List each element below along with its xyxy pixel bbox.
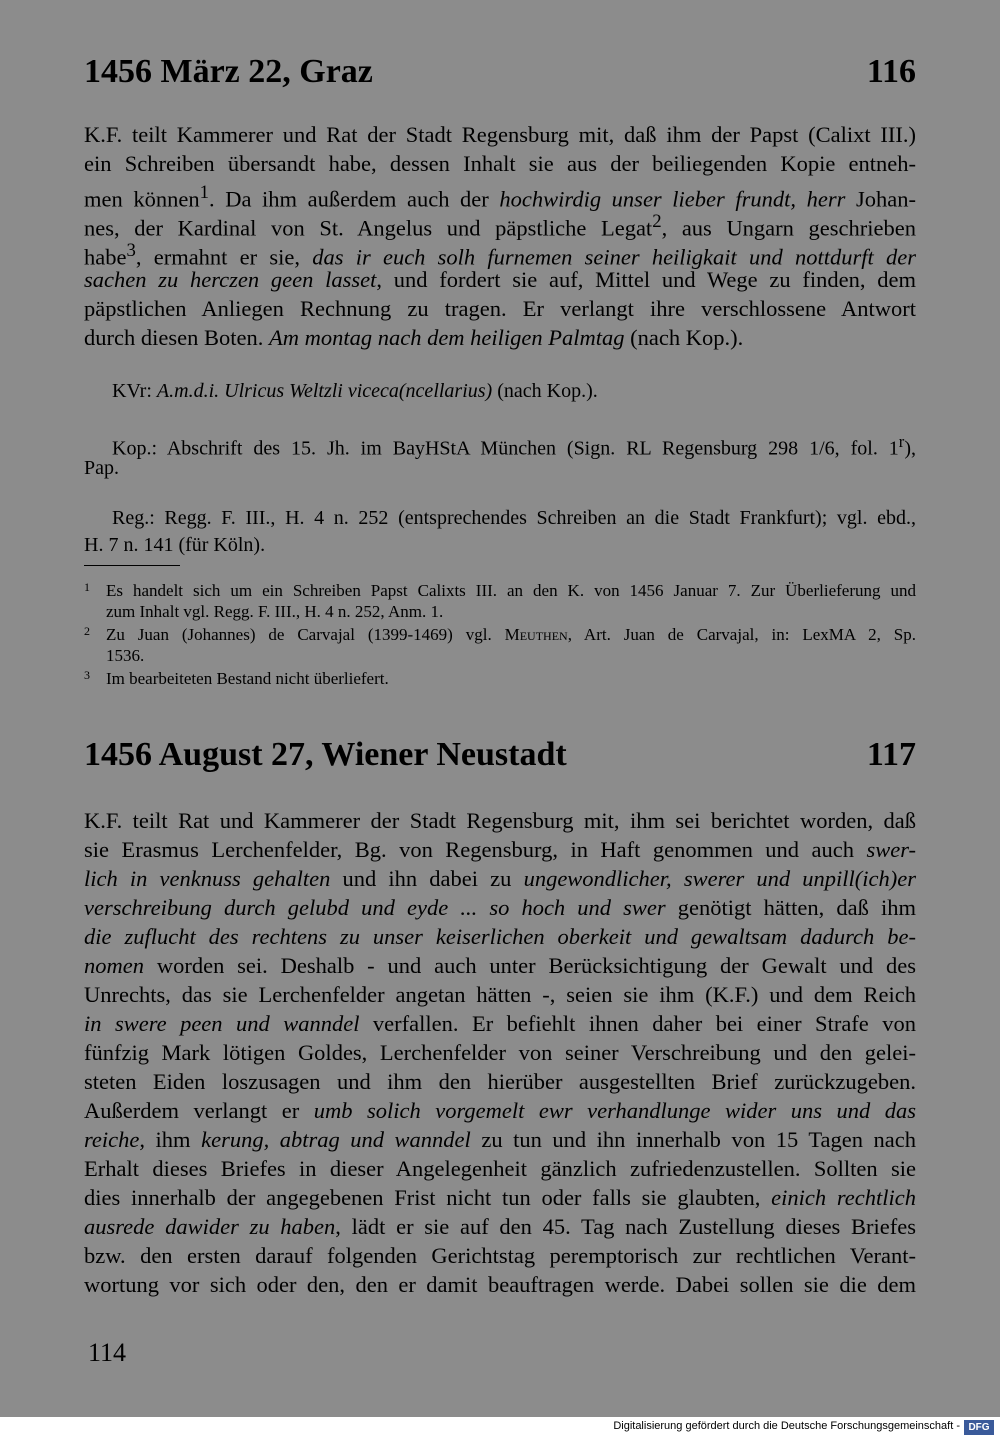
- footnote-mark: 1: [84, 580, 90, 594]
- entry-summary-117: [84, 806, 916, 1299]
- text-line: verschreibung durch gelubd und eyde ... so hoch und swer genötigt hätten, daß ihm: [84, 895, 916, 920]
- text-line: lich in venknuss gehalten und ihn dabei zu ungewondlicher, swerer und unpill(ich)er: [84, 866, 916, 891]
- quoted-text: sachen zu herczen geen lasset: [84, 267, 377, 292]
- text-line: nes, der Kardinal von St. Angelus und päpstliche Legat$^2$, aus Ungarn geschrieben: [84, 211, 916, 241]
- text-line: Außerdem verlangt er umb solich vorgemelt ewr verhandlunge wider uns und das: [84, 1098, 916, 1123]
- digitization-footer: [0, 1417, 1000, 1439]
- entry-date-place: 1456 März 22, Graz: [84, 53, 373, 90]
- entry-summary-116: [84, 120, 916, 352]
- text-line: nomen worden sei. Deshalb - und auch unter Berücksichtigung der Gewalt und des: [84, 953, 916, 978]
- kop-note: Kop.: Abschrift des 15. Jh. im BayHStA München (Sign. RL Regensburg 298 1/6, fol. 1$^r$), Pap.: [84, 432, 916, 479]
- entry-heading-116: [84, 52, 916, 100]
- funding-notice: Digitalisierung gefördert durch die Deutsche Forschungsgemeinschaft -: [613, 1420, 960, 1432]
- text-line: dies innerhalb der angegebenen Frist nicht tun oder falls sie glaubten, einich rechtlich: [84, 1185, 916, 1210]
- text-line: in swere peen und wanndel verfallen. Er befiehlt ihnen daher bei einer Strafe von: [84, 1011, 916, 1036]
- text-line: päpstlichen Anliegen Rechnung zu tragen. Er verlangt ihre verschlossene Antwort: [84, 296, 916, 321]
- text-line: habe$^3$, ermahnt er sie, das ir euch solh furnemen seiner heiligkait und nottdurft der: [84, 240, 916, 270]
- quoted-text: Am montag nach dem heiligen Palmtag: [268, 325, 625, 350]
- quoted-text: das ir euch solh furnemen seiner heiligkait und nottdurft der: [312, 244, 916, 270]
- text-line: K.F. teilt Rat und Kammerer der Stadt Regensburg mit, ihm sei berichtet worden, daß: [84, 808, 916, 833]
- text-line: ein Schreiben übersandt habe, dessen Inhalt sie aus der beiliegenden Kopie entneh-: [84, 151, 916, 176]
- entry-number: 117: [866, 736, 916, 773]
- text-line: Erhalt dieses Briefes in dieser Angelegenheit gänzlich zufriedenzustellen. Sollten sie: [84, 1156, 916, 1181]
- entry-number: 116: [866, 53, 916, 90]
- text-line: die zuflucht des rechtens zu unser keiserlichen oberkeit und gewaltsam dadurch be-: [84, 924, 916, 949]
- footnote-mark: 3: [84, 668, 90, 682]
- text-line: ausrede dawider zu haben, lädt er sie auf den 45. Tag nach Zustellung dieses Briefes: [84, 1214, 916, 1239]
- text-line: wortung vor sich oder den, den er damit beauftragen werde. Dabei sollen sie die dem: [84, 1272, 916, 1297]
- footnote-ref: 3: [126, 240, 136, 261]
- footnote-3: 3 Im bearbeiteten Bestand nicht überliefert.: [84, 668, 916, 689]
- footnote-2: 2 Zu Juan (Johannes) de Carvajal (1399-1469) vgl. Meuthen, Art. Juan de Carvajal, in: LexMA 2, Sp. 1536.: [84, 624, 916, 666]
- footnote-mark: 2: [84, 624, 90, 638]
- text-line: bzw. den ersten darauf folgenden Gerichtstag peremptorisch zur rechtlichen Verant-: [84, 1243, 916, 1268]
- quoted-text: hochwirdig unser lieber frundt, herr: [499, 186, 846, 212]
- text-line: Unrechts, das sie Lerchenfelder angetan hätten -, seien sie ihm (K.F.) und dem Reich: [84, 982, 916, 1007]
- footnote-1: 1 Es handelt sich um ein Schreiben Papst Calixts III. an den K. von 1456 Januar 7. Zur Überlieferung und zum Inhalt vgl. Regg. F. III., H. 4 n. 252, Anm. 1.: [84, 580, 916, 622]
- text-line: K.F. teilt Kammerer und Rat der Stadt Regensburg mit, daß ihm der Papst (Calixt III.): [84, 122, 916, 147]
- text-line: steten Eiden loszusagen und ihm den hierüber ausgestellten Brief zurückzugeben.: [84, 1069, 916, 1094]
- kvr-signatory: A.m.d.i. Ulricus Weltzli viceca(ncellarius): [156, 380, 493, 402]
- kvr-label: KVr:: [112, 380, 157, 402]
- entry-heading-117: [84, 735, 916, 783]
- footnote-ref: 2: [652, 211, 662, 232]
- dfg-logo: DFG: [964, 1420, 994, 1435]
- footnote-separator: [84, 565, 180, 566]
- text-line: sie Erasmus Lerchenfelder, Bg. von Regensburg, in Haft genommen und auch swer-: [84, 837, 916, 862]
- reg-note: Reg.: Regg. F. III., H. 4 n. 252 (entsprechendes Schreiben an die Stadt Frankfurt); vgl. ebd., H. 7 n. 141 (für Köln).: [84, 507, 916, 556]
- entry-date-place: 1456 August 27, Wiener Neustadt: [84, 736, 567, 773]
- text-line: durch diesen Boten. Am montag nach dem heiligen Palmtag (nach Kop.).: [84, 325, 744, 350]
- page-number: 114: [88, 1338, 127, 1367]
- text-line: men können$^1$. Da ihm außerdem auch der hochwirdig unser lieber frundt, herr Johan-: [84, 182, 916, 212]
- text-line: fünfzig Mark lötigen Goldes, Lerchenfelder von seiner Verschreibung und den gelei-: [84, 1040, 916, 1065]
- footnote-ref: 1: [199, 182, 209, 203]
- text-line: reiche, ihm kerung, abtrag und wanndel zu tun und ihn innerhalb von 15 Tagen nach: [84, 1127, 916, 1152]
- text-line: sachen zu herczen geen lasset, und fordert sie auf, Mittel und Wege zu finden, dem: [84, 267, 916, 292]
- kvr-note: KVr: A.m.d.i. Ulricus Weltzli viceca(ncellarius) (nach Kop.).: [112, 380, 598, 402]
